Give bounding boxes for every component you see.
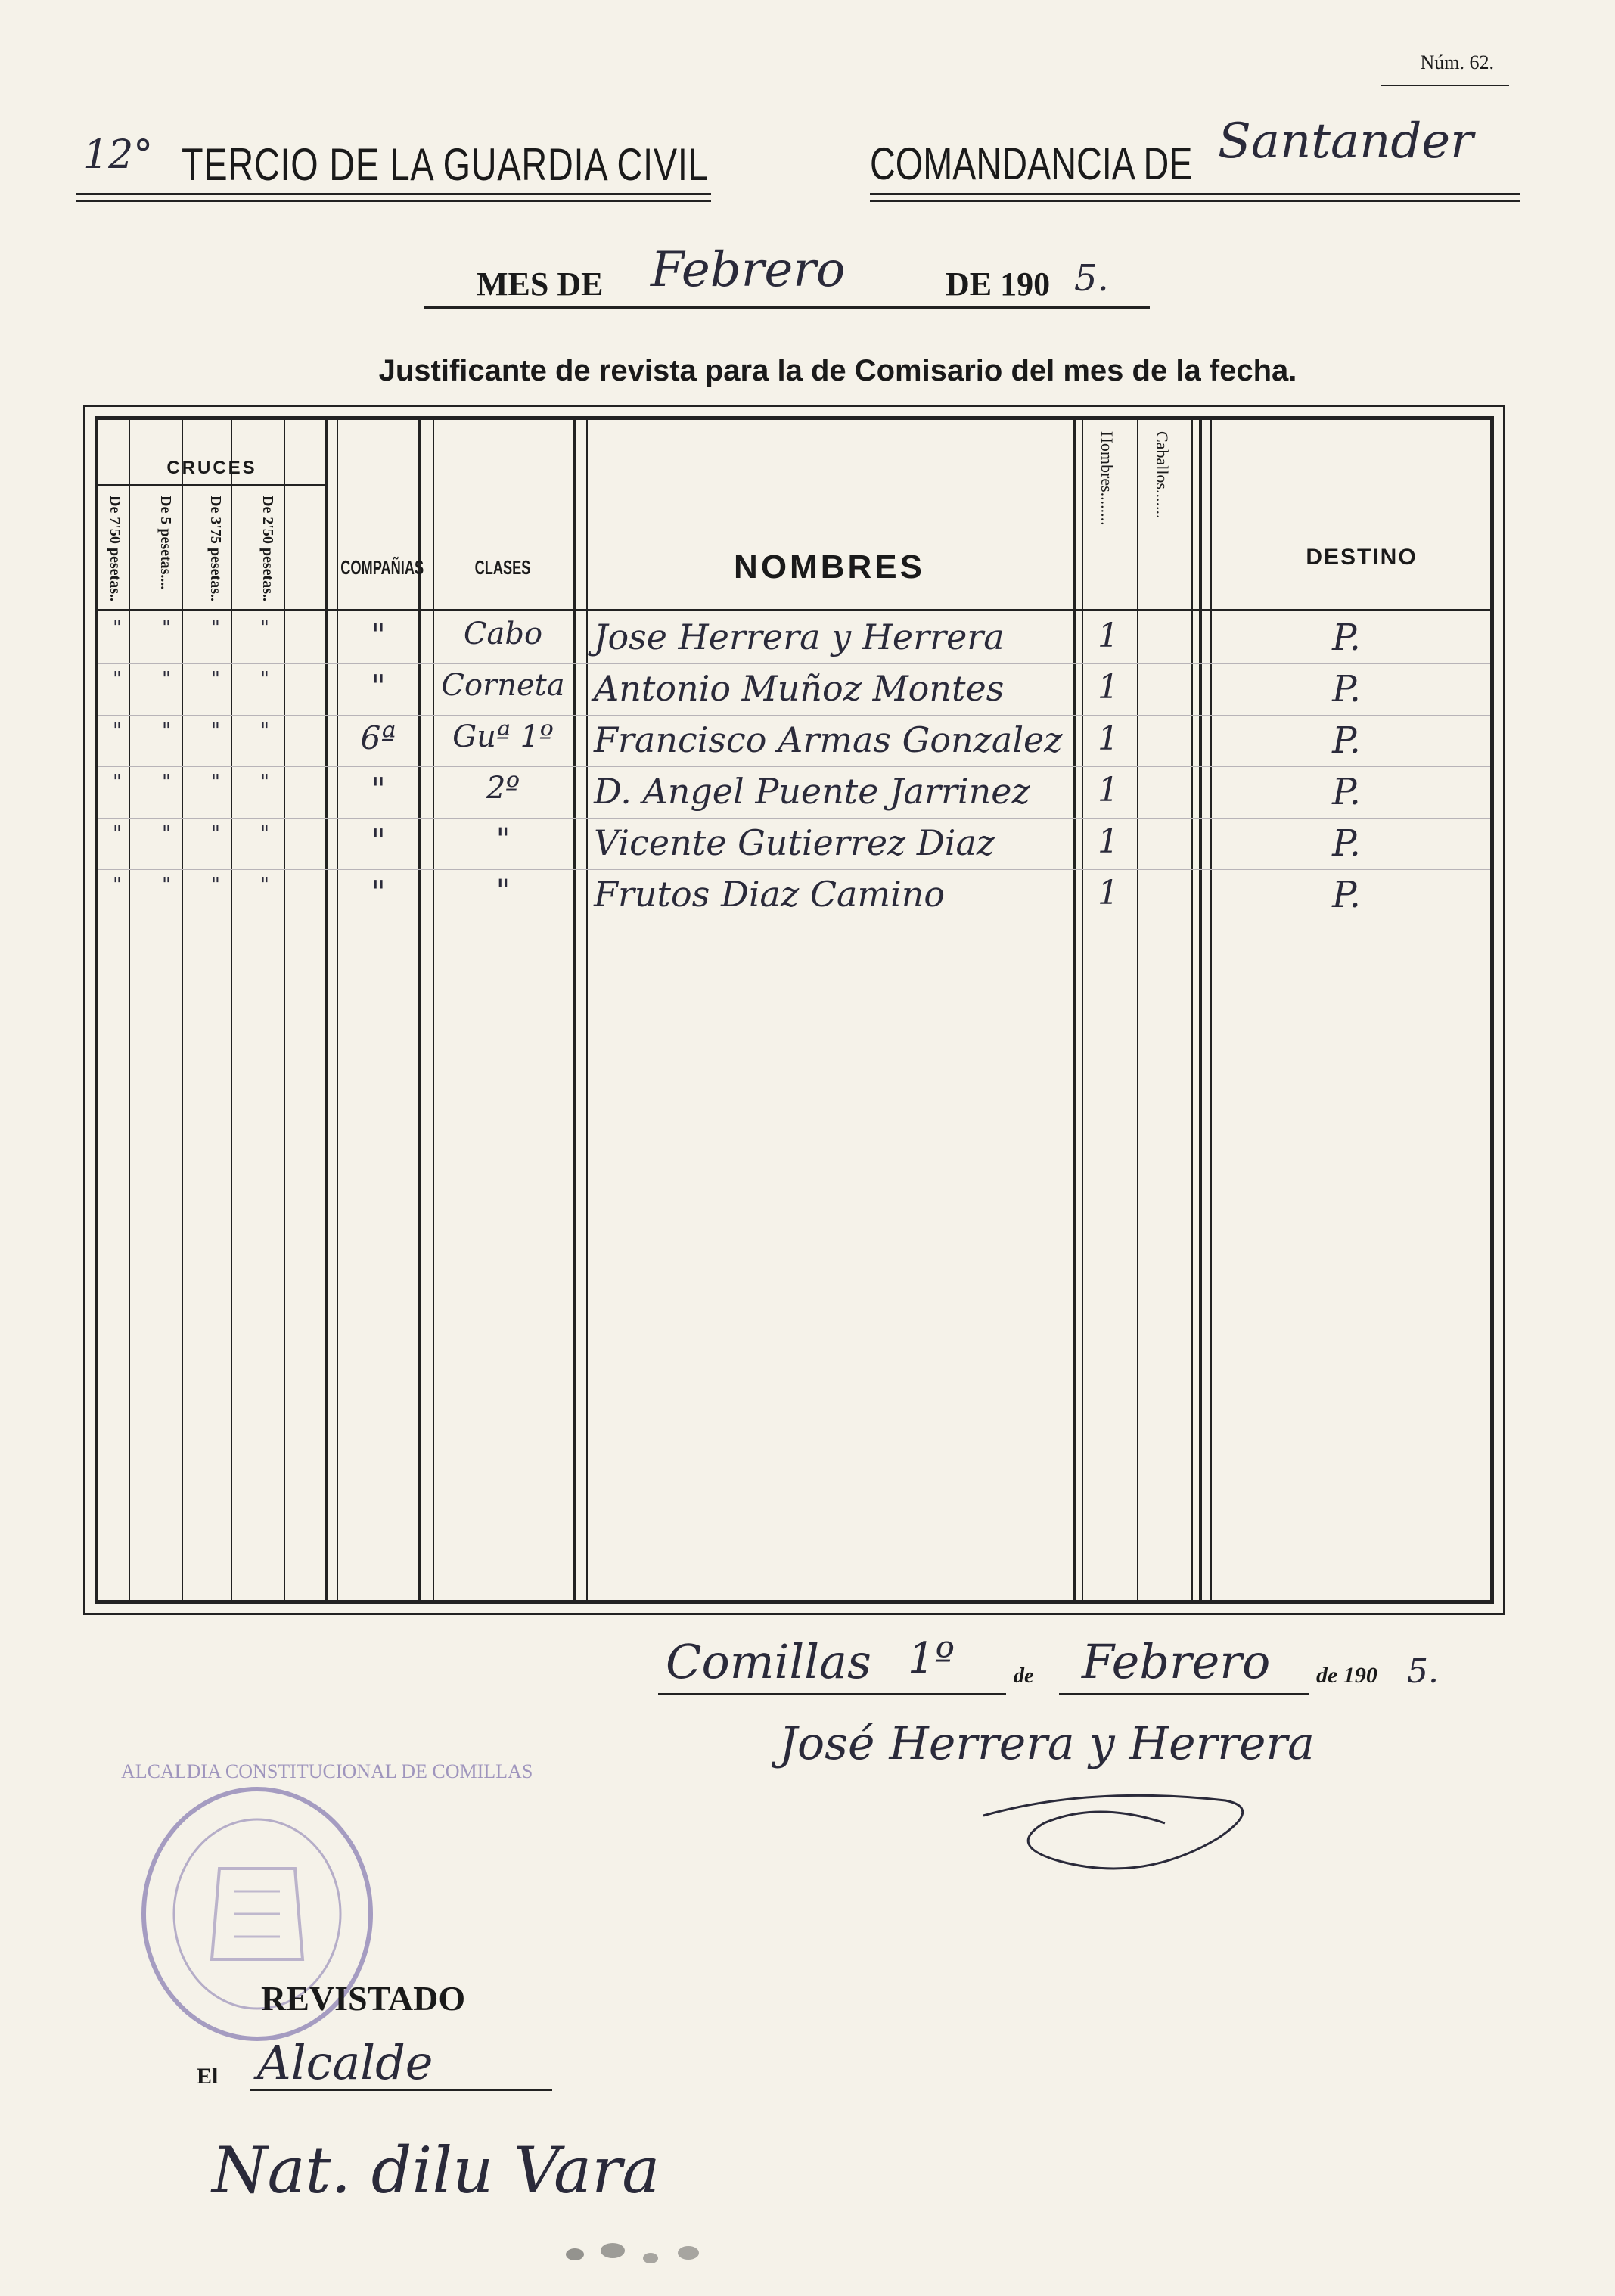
col-divider: [586, 420, 588, 1600]
comandancia-rule-double: [870, 200, 1520, 202]
footer-place: Comillas: [666, 1634, 871, 1689]
nombre-cell: D. Angel Puente Jarrinez: [594, 771, 1030, 812]
hombres-header: Hombres........: [1098, 431, 1117, 526]
cruces-cell: ": [113, 617, 122, 639]
comandancia-label: COMANDANCIA DE: [870, 138, 1193, 189]
mes-value: Febrero: [651, 242, 846, 298]
cruces-cell: ": [211, 617, 220, 639]
hombres-cell: 1: [1098, 668, 1119, 707]
clase-cell: ": [495, 822, 511, 857]
footer-place-rule: [658, 1693, 1006, 1695]
clase-cell: Cabo: [463, 617, 543, 651]
comandancia-rule: [870, 193, 1520, 195]
muster-table: [83, 405, 1505, 1615]
col-divider: [182, 420, 183, 1600]
caballos-header: Caballos.......: [1153, 431, 1172, 519]
row-rule: [98, 766, 1490, 767]
month-underline: [424, 306, 1150, 309]
signature-flourish: [976, 1770, 1294, 1891]
clase-cell: ": [495, 874, 511, 909]
col-divider: [418, 420, 421, 1600]
cruces-cell: ": [162, 668, 171, 691]
col-divider: [284, 420, 285, 1600]
cruces-cell: ": [162, 822, 171, 845]
col-divider: [1199, 420, 1202, 1600]
mes-label: MES DE: [477, 266, 604, 303]
officer-signature: José Herrera y Herrera: [779, 1717, 1315, 1770]
destino-cell: P.: [1332, 668, 1361, 710]
cruces-cell: ": [211, 822, 220, 845]
nombre-cell: Francisco Armas Gonzalez: [594, 719, 1063, 760]
comandancia-value: Santander: [1218, 113, 1474, 169]
tercio-label: TERCIO DE LA GUARDIA CIVIL: [182, 139, 709, 190]
clases-header: CLASES: [474, 556, 531, 579]
cruces-cell: ": [260, 617, 269, 639]
table-inner-frame: [95, 416, 1494, 1604]
cruces-cell: ": [260, 668, 269, 691]
nombre-cell: Vicente Gutierrez Diaz: [594, 822, 995, 863]
destino-cell: P.: [1332, 822, 1361, 865]
document-number: Núm. 62.: [1420, 51, 1494, 73]
destino-cell: P.: [1332, 719, 1361, 762]
hombres-cell: 1: [1098, 822, 1119, 861]
cruces-col-4: De 2'50 pesetas..: [259, 496, 276, 601]
form-subtitle: Justificante de revista para la de Comisario del mes de la fecha.: [378, 354, 1297, 387]
reviewer-title: Alcalde: [257, 2035, 433, 2090]
footer-year: 5.: [1407, 1652, 1439, 1691]
tercio-heading: [76, 125, 719, 208]
compania-header: COMPAÑIAS: [340, 556, 424, 579]
reviewer-rule: [250, 2089, 552, 2091]
footer-month-rule: [1059, 1693, 1309, 1695]
reviewer-line: [197, 2035, 552, 2096]
cruces-cell: ": [113, 874, 122, 896]
clase-cell: 2º: [486, 771, 520, 806]
compania-cell: 6ª: [360, 719, 396, 757]
col-divider: [433, 420, 434, 1600]
footer-date-line: [658, 1634, 1452, 1702]
tercio-rule-double: [76, 200, 711, 202]
cruces-cell: ": [162, 719, 171, 742]
col-divider: [573, 420, 576, 1600]
compania-cell: ": [371, 668, 386, 705]
footer-de-1: de: [1014, 1664, 1034, 1688]
hombres-cell: 1: [1098, 874, 1119, 912]
row-rule: [98, 715, 1490, 716]
nombres-header: NOMBRES: [734, 548, 925, 586]
footer-de-2: de 190: [1316, 1663, 1377, 1688]
number-underline: [1381, 85, 1509, 86]
cruces-col-2: De 5 pesetas....: [157, 496, 174, 590]
el-label: El: [197, 2064, 219, 2089]
cruces-col-3: De 3'75 pesetas..: [207, 496, 224, 601]
col-divider: [325, 420, 328, 1600]
year-label: DE 190: [946, 266, 1051, 303]
footer-day: 1º: [908, 1634, 955, 1683]
comandancia-heading: [870, 113, 1520, 208]
cruces-cell: ": [113, 822, 122, 845]
mayor-signature: Nat. dilu Vara: [212, 2133, 660, 2207]
cruces-cell: ": [211, 771, 220, 794]
cruces-cell: ": [260, 719, 269, 742]
compania-cell: ": [371, 617, 386, 654]
seal-text: ALCALDIA CONSTITUCIONAL DE COMILLAS: [121, 1760, 533, 1782]
col-divider: [129, 420, 130, 1600]
cruces-cell: ": [211, 719, 220, 742]
cruces-col-1: De 7'50 pesetas..: [107, 496, 123, 601]
footer-month: Febrero: [1082, 1634, 1271, 1689]
tercio-rule: [76, 193, 711, 195]
nombre-cell: Antonio Muñoz Montes: [594, 668, 1005, 709]
col-divider: [231, 420, 232, 1600]
cruces-cell: ": [162, 874, 171, 896]
compania-cell: ": [371, 822, 386, 859]
ink-smudges: [552, 2232, 719, 2277]
revistado-label: REVISTADO: [261, 1979, 466, 2018]
col-divider: [1137, 420, 1138, 1600]
destino-header: DESTINO: [1306, 545, 1418, 570]
header-divider: [98, 609, 1490, 611]
year-value: 5.: [1074, 257, 1109, 300]
compania-cell: ": [371, 771, 386, 808]
col-divider: [1082, 420, 1083, 1600]
cruces-cell: ": [260, 822, 269, 845]
row-rule: [98, 818, 1490, 819]
cruces-cell: ": [113, 719, 122, 742]
hombres-cell: 1: [1098, 771, 1119, 809]
tercio-number: 12°: [83, 132, 154, 178]
cruces-header: CRUCES: [166, 458, 257, 478]
col-divider: [337, 420, 338, 1600]
destino-cell: P.: [1332, 617, 1361, 659]
hombres-cell: 1: [1098, 719, 1119, 758]
cruces-cell: ": [260, 771, 269, 794]
cruces-cell: ": [162, 617, 171, 639]
compania-cell: ": [371, 874, 386, 911]
cruces-cell: ": [113, 771, 122, 794]
cruces-cell: ": [211, 668, 220, 691]
col-divider: [1191, 420, 1193, 1600]
col-divider: [1210, 420, 1212, 1600]
col-divider: [1073, 420, 1076, 1600]
row-rule: [98, 663, 1490, 664]
cruces-cell: ": [260, 874, 269, 896]
nombre-cell: Jose Herrera y Herrera: [594, 617, 1005, 657]
destino-cell: P.: [1332, 874, 1361, 916]
row-rule: [98, 869, 1490, 870]
cruces-cell: ": [113, 668, 122, 691]
clase-cell: Corneta: [441, 668, 565, 703]
cruces-underline: [98, 484, 325, 486]
destino-cell: P.: [1332, 771, 1361, 813]
hombres-cell: 1: [1098, 617, 1119, 655]
clase-cell: Guª 1º: [452, 719, 554, 754]
month-line: [424, 242, 1150, 310]
cruces-cell: ": [162, 771, 171, 794]
cruces-cell: ": [211, 874, 220, 896]
nombre-cell: Frutos Diaz Camino: [594, 874, 946, 915]
